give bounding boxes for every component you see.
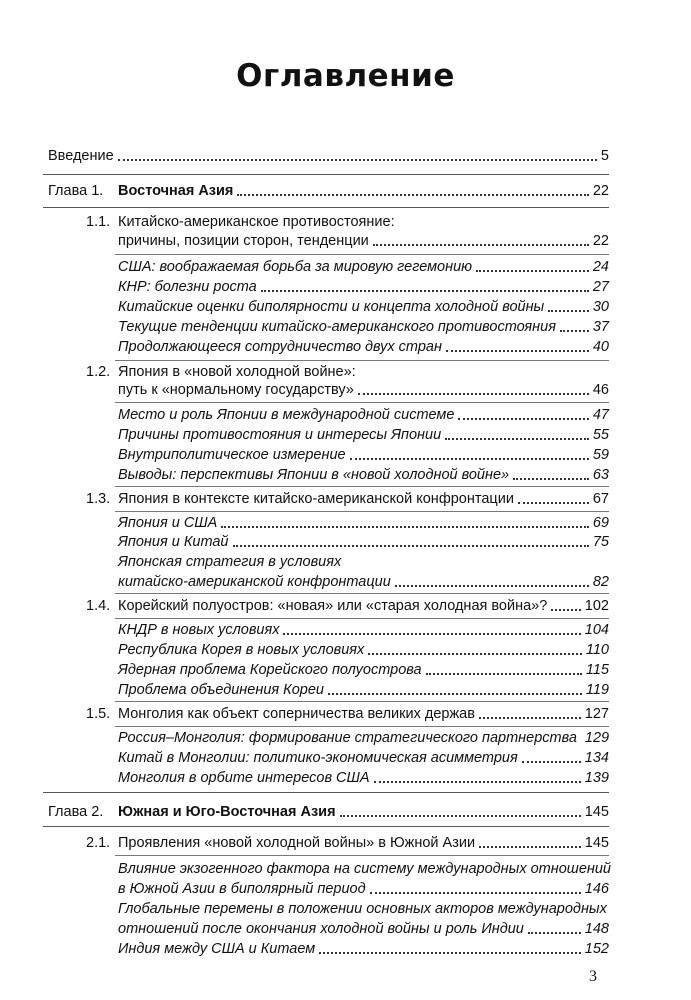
toc-page-number: 40 bbox=[592, 339, 609, 355]
toc-subentry[interactable] bbox=[118, 749, 609, 767]
dot-leader bbox=[328, 691, 582, 695]
dot-leader bbox=[358, 391, 589, 395]
toc-subentry[interactable] bbox=[118, 769, 609, 787]
toc-subentry[interactable] bbox=[118, 258, 609, 276]
toc-subentry[interactable] bbox=[118, 533, 609, 551]
dot-leader bbox=[548, 308, 589, 312]
section-title-line: Япония в «новой холодной войне»: bbox=[118, 364, 356, 380]
dot-leader bbox=[395, 583, 589, 587]
toc-entry-label: Причины противостояния и интересы Японии bbox=[118, 427, 442, 443]
toc-entry-label: Китай в Монголии: политико-экономическая асимметрия bbox=[118, 750, 518, 766]
toc-page-number: 152 bbox=[584, 941, 609, 957]
toc-page-number: 75 bbox=[592, 534, 609, 550]
section-number: 1.5. bbox=[86, 706, 111, 722]
toc-page-number: 59 bbox=[592, 447, 609, 463]
divider bbox=[115, 701, 609, 702]
dot-leader bbox=[370, 890, 581, 894]
divider bbox=[115, 254, 609, 255]
toc-page-number: 5 bbox=[600, 148, 609, 164]
toc-entry-label: США: воображаемая борьба за мировую гегемонию bbox=[118, 259, 473, 275]
dot-leader bbox=[261, 288, 589, 292]
dot-leader bbox=[368, 651, 582, 655]
dot-leader bbox=[479, 844, 581, 848]
dot-leader bbox=[221, 524, 589, 528]
toc-subentry[interactable] bbox=[118, 573, 609, 591]
toc-entry-section-1-5[interactable] bbox=[118, 705, 609, 723]
dot-leader bbox=[551, 607, 581, 611]
section-number: 2.1. bbox=[86, 835, 111, 851]
toc-page-number: 82 bbox=[592, 574, 609, 590]
toc-entry-label: Текущие тенденции китайско-американского противостояния bbox=[118, 319, 556, 335]
toc-entry-label: Выводы: перспективы Японии в «новой холодной войне» bbox=[118, 467, 510, 483]
toc-entry-section-1-3[interactable] bbox=[118, 490, 609, 508]
chapter-number: Глава 2. bbox=[48, 804, 104, 820]
divider bbox=[115, 618, 609, 619]
toc-subentry[interactable] bbox=[118, 278, 609, 296]
toc-entry-label: Проявления «новой холодной войны» в Южной Азии bbox=[118, 835, 476, 851]
toc-subentry[interactable] bbox=[118, 406, 609, 424]
page-number: 3 bbox=[589, 968, 597, 985]
section-number: 1.1. bbox=[86, 214, 111, 230]
toc-entry-chapter-2[interactable] bbox=[118, 803, 609, 821]
dot-leader bbox=[340, 813, 581, 817]
toc-entry-label: Монголия как объект соперничества великих держав bbox=[118, 706, 475, 722]
toc-subentry[interactable] bbox=[118, 298, 609, 316]
toc-page-number: 47 bbox=[592, 407, 609, 423]
toc-page-number: 55 bbox=[592, 427, 609, 443]
toc-entry-label: китайско-американской конфронтации bbox=[118, 574, 391, 590]
divider bbox=[115, 402, 609, 403]
toc-page-number: 115 bbox=[585, 662, 609, 678]
chapter-number: Глава 1. bbox=[48, 183, 104, 199]
dot-leader bbox=[518, 500, 589, 504]
toc-entry-label: в Южной Азии в биполярный период bbox=[118, 881, 366, 897]
page-title: Оглавление bbox=[236, 58, 455, 94]
toc-entry-label: Место и роль Японии в международной системе bbox=[118, 407, 455, 423]
divider bbox=[43, 792, 609, 793]
toc-subentry[interactable] bbox=[118, 641, 609, 659]
toc-subentry[interactable] bbox=[118, 880, 609, 898]
section-number: 1.3. bbox=[86, 491, 111, 507]
toc-entry-label: Внутриполитическое измерение bbox=[118, 447, 346, 463]
dot-leader bbox=[479, 715, 581, 719]
toc-subentry[interactable] bbox=[118, 338, 609, 356]
toc-page-number: 30 bbox=[592, 299, 609, 315]
dot-leader bbox=[118, 157, 597, 161]
toc-entry-label: Китайские оценки биполярности и концепта холодной войны bbox=[118, 299, 545, 315]
toc-page-number: 145 bbox=[584, 835, 609, 851]
toc-page-number: 127 bbox=[584, 706, 609, 722]
dot-leader bbox=[233, 543, 589, 547]
divider bbox=[115, 360, 609, 361]
toc-page-number: 145 bbox=[584, 804, 609, 820]
dot-leader bbox=[426, 671, 582, 675]
divider bbox=[43, 174, 609, 175]
toc-page-number: 110 bbox=[585, 642, 609, 658]
toc-subentry[interactable] bbox=[118, 466, 609, 484]
toc-entry-label: путь к «нормальному государству» bbox=[118, 382, 354, 398]
divider bbox=[43, 826, 609, 827]
toc-page-number: 22 bbox=[592, 233, 609, 249]
dot-leader bbox=[458, 416, 588, 420]
toc-entry-label: причины, позиции сторон, тенденции bbox=[118, 233, 369, 249]
toc-subentry[interactable] bbox=[118, 940, 609, 958]
toc-entry-section-2-1[interactable] bbox=[118, 834, 609, 852]
toc-page-number: 134 bbox=[584, 750, 609, 766]
toc-entry-label: Продолжающееся сотрудничество двух стран bbox=[118, 339, 442, 355]
toc-page-number: 27 bbox=[592, 279, 609, 295]
section-title-line: Китайско-американское противостояние: bbox=[118, 214, 395, 230]
toc-subentry[interactable] bbox=[118, 729, 609, 747]
dot-leader bbox=[446, 348, 589, 352]
dot-leader bbox=[445, 436, 589, 440]
divider bbox=[43, 207, 609, 208]
toc-entry-label: Индия между США и Китаем bbox=[118, 941, 316, 957]
toc-entry-label: Россия–Монголия: формирование стратегического партнерства bbox=[118, 730, 577, 746]
toc-subentry[interactable] bbox=[118, 661, 609, 679]
dot-leader bbox=[560, 328, 589, 332]
dot-leader bbox=[528, 930, 581, 934]
toc-page-number: 102 bbox=[584, 598, 609, 614]
section-number: 1.4. bbox=[86, 598, 111, 614]
toc-entry-chapter-1[interactable] bbox=[118, 182, 609, 200]
toc-entry-label: Южная и Юго-Восточная Азия bbox=[118, 804, 336, 820]
toc-page-number: 46 bbox=[592, 382, 609, 398]
toc-entry-intro[interactable] bbox=[48, 147, 609, 165]
toc-page-number: 139 bbox=[584, 770, 609, 786]
toc-subentry[interactable] bbox=[118, 681, 609, 699]
toc-subentry[interactable] bbox=[118, 446, 609, 464]
divider bbox=[115, 726, 609, 727]
dot-leader bbox=[374, 779, 581, 783]
toc-page-number: 119 bbox=[585, 682, 609, 698]
toc-entry-label: Проблема объединения Кореи bbox=[118, 682, 324, 698]
divider bbox=[115, 593, 609, 594]
dot-leader bbox=[373, 242, 589, 246]
toc-subentry[interactable] bbox=[118, 318, 609, 336]
toc-page-number: 148 bbox=[584, 921, 609, 937]
toc-page-number: 22 bbox=[592, 183, 609, 199]
toc-entry-label: Корейский полуостров: «новая» или «старая холодная война»? bbox=[118, 598, 548, 614]
toc-entry-label: Республика Корея в новых условиях bbox=[118, 642, 365, 658]
dot-leader bbox=[319, 950, 581, 954]
dot-leader bbox=[513, 476, 589, 480]
toc-entry-label: Япония и Китай bbox=[118, 534, 229, 550]
subentry-title-line: Глобальные перемены в положении основных акторов международных bbox=[118, 901, 607, 917]
toc-page-number: 146 bbox=[584, 881, 609, 897]
toc-entry-label: Монголия в орбите интересов США bbox=[118, 770, 370, 786]
subentry-title-line: Японская стратегия в условиях bbox=[118, 554, 342, 570]
toc-page-number: 37 bbox=[592, 319, 609, 335]
dot-leader bbox=[237, 192, 588, 196]
toc-page-number: 67 bbox=[592, 491, 609, 507]
toc-entry-label: Ядерная проблема Корейского полуострова bbox=[118, 662, 422, 678]
dot-leader bbox=[522, 759, 581, 763]
toc-page-number: 129 bbox=[584, 730, 610, 746]
divider bbox=[115, 511, 609, 512]
toc-subentry[interactable] bbox=[118, 621, 609, 639]
toc-entry-section-1-4[interactable] bbox=[118, 597, 609, 615]
dot-leader bbox=[283, 631, 580, 635]
toc-entry-label: отношений после окончания холодной войны и роль Индии bbox=[118, 921, 524, 937]
toc-subentry[interactable] bbox=[118, 514, 609, 532]
subentry-title-line: Влияние экзогенного фактора на систему международных отношений bbox=[118, 861, 611, 877]
toc-page-number: 63 bbox=[592, 467, 609, 483]
toc-page-number: 69 bbox=[592, 515, 609, 531]
section-number: 1.2. bbox=[86, 364, 111, 380]
toc-entry-label: КНР: болезни роста bbox=[118, 279, 257, 295]
divider bbox=[115, 855, 609, 856]
divider bbox=[115, 486, 609, 487]
toc-entry-label: Япония в контексте китайско-американской конфронтации bbox=[118, 491, 514, 507]
toc-entry-section-1-1[interactable] bbox=[118, 232, 609, 250]
toc-entry-label: КНДР в новых условиях bbox=[118, 622, 280, 638]
toc-subentry[interactable] bbox=[118, 920, 609, 938]
toc-entry-label: Введение bbox=[48, 148, 114, 164]
toc-page-number: 24 bbox=[592, 259, 609, 275]
dot-leader bbox=[476, 268, 589, 272]
dot-leader bbox=[350, 456, 589, 460]
toc-entry-label: Восточная Азия bbox=[118, 183, 234, 199]
toc-entry-label: Япония и США bbox=[118, 515, 218, 531]
toc-page-number: 104 bbox=[584, 622, 609, 638]
toc-entry-section-1-2[interactable] bbox=[118, 381, 609, 399]
toc-subentry[interactable] bbox=[118, 426, 609, 444]
